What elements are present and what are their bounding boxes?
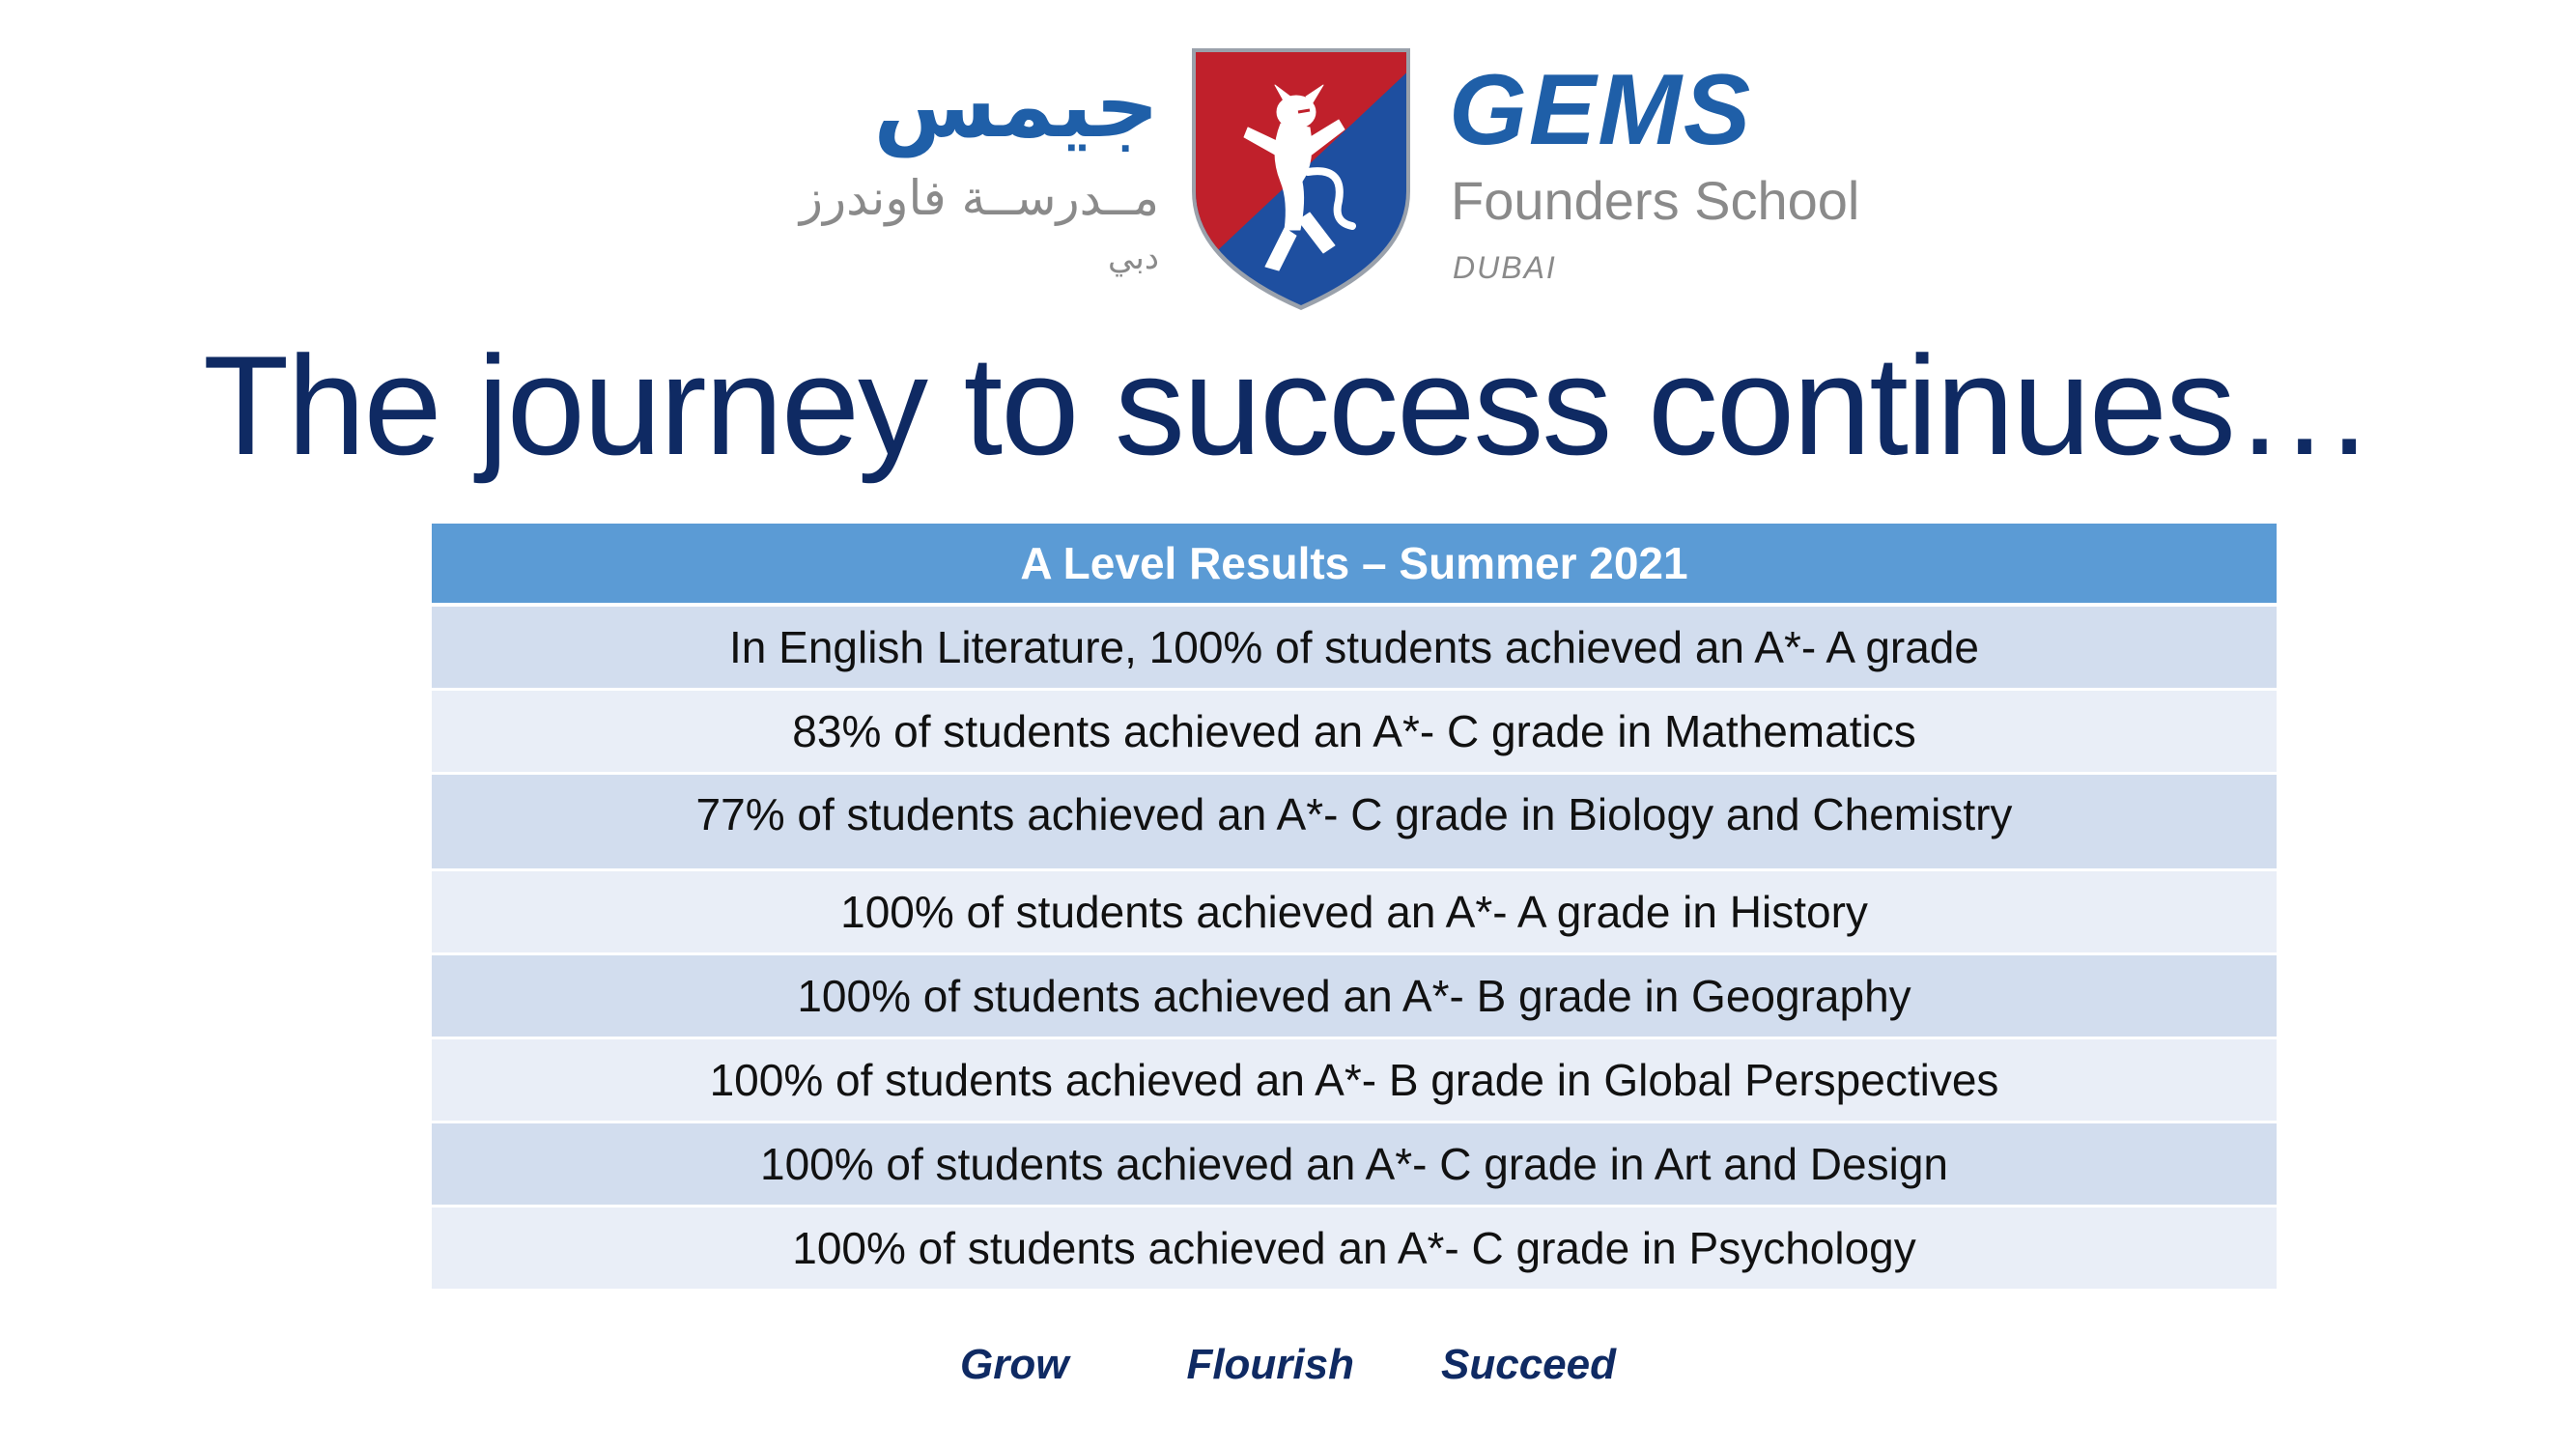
logo-english-name: GEMS (1449, 54, 1753, 166)
school-motto (0, 1341, 2576, 1389)
results-row: In English Literature, 100% of students achieved an A*- A grade (432, 607, 2277, 691)
results-table (432, 524, 2277, 1292)
results-row: 100% of students achieved an A*- B grade in Geography (432, 955, 2277, 1039)
rampant-lion-shield-icon (1188, 46, 1414, 312)
results-row: 100% of students achieved an A*- B grade in Global Perspectives (432, 1039, 2277, 1123)
page-title: The journey to success continues… (203, 327, 2373, 484)
logo-english-city: DUBAI (1453, 250, 1557, 285)
results-row: 100% of students achieved an A*- A grade in History (432, 871, 2277, 955)
results-row: 83% of students achieved an A*- C grade in Mathematics (432, 691, 2277, 775)
motto-grow: Grow (960, 1341, 1069, 1388)
logo-english-school: Founders School (1451, 170, 1860, 231)
school-logo (773, 39, 1883, 319)
results-row: 100% of students achieved an A*- C grade in Psychology (432, 1208, 2277, 1292)
logo-arabic-school: مــدرســة فاوندرز (799, 170, 1159, 226)
motto-succeed: Succeed (1441, 1341, 1616, 1388)
motto-flourish: Flourish (1186, 1341, 1355, 1388)
results-row: 100% of students achieved an A*- C grade in Art and Design (432, 1123, 2277, 1208)
logo-arabic-name: جيمس (873, 54, 1159, 157)
logo-arabic-city: دبي (1108, 239, 1159, 277)
results-table-header: A Level Results – Summer 2021 (432, 524, 2277, 607)
results-row: 77% of students achieved an A*- C grade in Biology and Chemistry (432, 775, 2277, 871)
